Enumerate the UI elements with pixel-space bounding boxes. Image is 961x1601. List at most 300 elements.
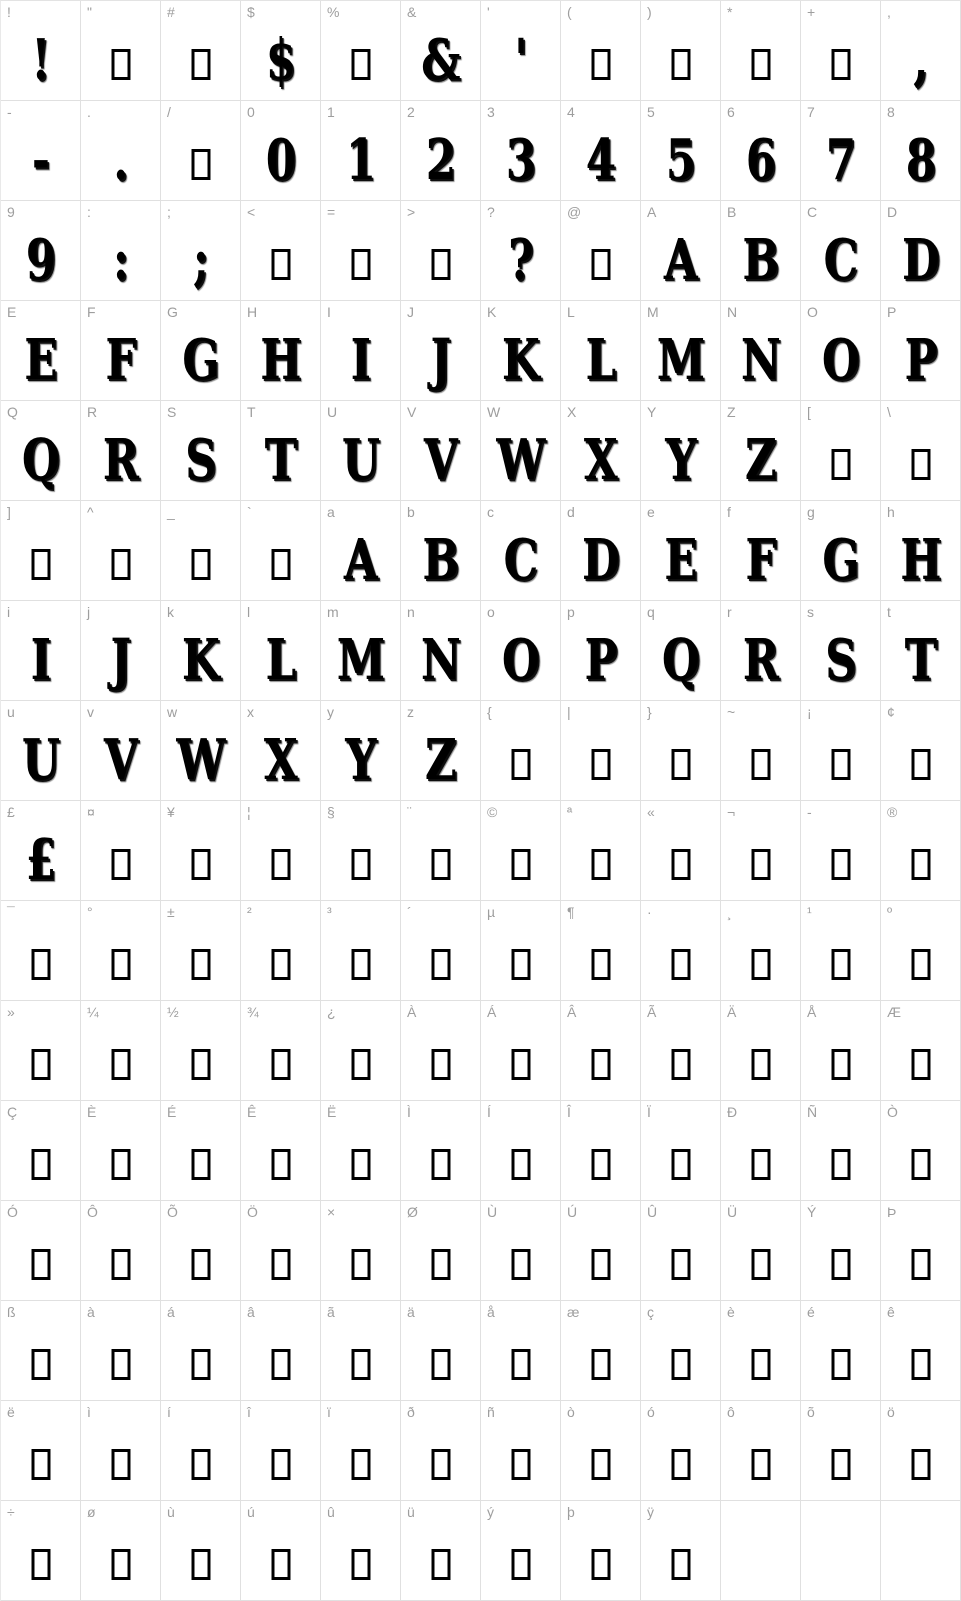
char-label: ( bbox=[567, 4, 572, 20]
char-glyph: S bbox=[185, 427, 216, 493]
char-cell bbox=[881, 1401, 961, 1501]
char-label: ì bbox=[87, 1404, 91, 1420]
missing-glyph-box bbox=[591, 1149, 610, 1180]
missing-glyph-box bbox=[431, 249, 450, 280]
char-glyph: ? bbox=[508, 227, 533, 293]
char-label: ø bbox=[87, 1504, 96, 1520]
char-glyph: E bbox=[664, 527, 697, 593]
char-label: Æ bbox=[887, 1004, 901, 1020]
char-label: x bbox=[247, 704, 254, 720]
char-label: ª bbox=[567, 804, 573, 820]
char-cell bbox=[81, 301, 161, 401]
char-label: , bbox=[887, 4, 891, 20]
char-cell bbox=[721, 1301, 801, 1401]
char-glyph: C bbox=[823, 227, 858, 293]
char-label: Û bbox=[647, 1204, 658, 1220]
char-cell bbox=[161, 301, 241, 401]
char-cell bbox=[321, 1401, 401, 1501]
char-label: # bbox=[167, 4, 175, 20]
missing-glyph-box bbox=[591, 1349, 610, 1380]
char-cell bbox=[1, 401, 81, 501]
missing-glyph-box bbox=[191, 49, 210, 80]
char-label: O bbox=[807, 304, 818, 320]
missing-glyph-box bbox=[591, 249, 610, 280]
missing-glyph-box bbox=[831, 49, 850, 80]
missing-glyph-box bbox=[191, 1349, 210, 1380]
char-label: ù bbox=[167, 1504, 175, 1520]
char-label: N bbox=[727, 304, 738, 320]
char-label: h bbox=[887, 504, 895, 520]
char-cell bbox=[241, 1301, 321, 1401]
char-cell bbox=[401, 301, 481, 401]
empty-cell bbox=[721, 1501, 801, 1601]
char-label: f bbox=[727, 504, 731, 520]
char-cell bbox=[721, 1101, 801, 1201]
missing-glyph-box bbox=[111, 549, 130, 580]
missing-glyph-box bbox=[591, 749, 610, 780]
missing-glyph-box bbox=[751, 849, 770, 880]
char-glyph: 7 bbox=[825, 127, 856, 193]
char-cell bbox=[321, 801, 401, 901]
char-cell bbox=[1, 1, 81, 101]
char-label: © bbox=[487, 804, 498, 820]
char-cell bbox=[401, 101, 481, 201]
char-cell bbox=[161, 201, 241, 301]
char-cell bbox=[641, 301, 721, 401]
char-label: 7 bbox=[807, 104, 815, 120]
char-cell bbox=[1, 1301, 81, 1401]
char-label: 3 bbox=[487, 104, 495, 120]
char-glyph: W bbox=[176, 727, 225, 793]
char-label: ^ bbox=[87, 504, 94, 520]
missing-glyph-box bbox=[591, 849, 610, 880]
char-label: W bbox=[487, 404, 501, 420]
missing-glyph-box bbox=[911, 1149, 930, 1180]
missing-glyph-box bbox=[431, 849, 450, 880]
char-cell bbox=[241, 501, 321, 601]
missing-glyph-box bbox=[831, 1149, 850, 1180]
char-cell bbox=[161, 701, 241, 801]
char-label: à bbox=[87, 1304, 95, 1320]
char-label: o bbox=[487, 604, 495, 620]
char-label: G bbox=[167, 304, 178, 320]
char-cell bbox=[241, 1101, 321, 1201]
char-cell bbox=[1, 1001, 81, 1101]
char-label: ÿ bbox=[647, 1504, 654, 1520]
char-glyph: Z bbox=[744, 427, 777, 493]
char-glyph: 5 bbox=[665, 127, 696, 193]
char-cell bbox=[321, 701, 401, 801]
char-cell bbox=[481, 1401, 561, 1501]
char-glyph: V bbox=[103, 727, 138, 793]
char-label: $ bbox=[247, 4, 255, 20]
char-label: ä bbox=[407, 1304, 415, 1320]
char-cell bbox=[1, 1201, 81, 1301]
char-label: P bbox=[887, 304, 897, 320]
char-label: ë bbox=[7, 1404, 15, 1420]
char-cell bbox=[81, 201, 161, 301]
char-cell bbox=[241, 1201, 321, 1301]
missing-glyph-box bbox=[31, 549, 50, 580]
char-glyph: 8 bbox=[905, 127, 936, 193]
char-glyph: S bbox=[825, 627, 856, 693]
char-glyph: V bbox=[423, 427, 458, 493]
char-cell bbox=[641, 1, 721, 101]
char-cell bbox=[241, 1501, 321, 1601]
char-label: ý bbox=[487, 1504, 494, 1520]
char-label: K bbox=[487, 304, 497, 320]
char-cell bbox=[561, 501, 641, 601]
char-cell bbox=[561, 1101, 641, 1201]
missing-glyph-box bbox=[191, 849, 210, 880]
char-cell bbox=[561, 301, 641, 401]
char-glyph: G bbox=[182, 327, 219, 393]
char-cell bbox=[881, 1101, 961, 1201]
char-cell bbox=[641, 601, 721, 701]
char-label: c bbox=[487, 504, 494, 520]
char-cell bbox=[801, 901, 881, 1001]
char-cell bbox=[881, 301, 961, 401]
missing-glyph-box bbox=[271, 1049, 290, 1080]
char-cell bbox=[561, 701, 641, 801]
char-label: 8 bbox=[887, 104, 895, 120]
char-glyph: I bbox=[30, 627, 51, 693]
missing-glyph-box bbox=[591, 1249, 610, 1280]
char-label: ½ bbox=[167, 1004, 179, 1020]
missing-glyph-box bbox=[191, 1249, 210, 1280]
char-label: ? bbox=[487, 204, 495, 220]
missing-glyph-box bbox=[31, 1449, 50, 1480]
missing-glyph-box bbox=[271, 1449, 290, 1480]
char-label: F bbox=[87, 304, 96, 320]
char-cell bbox=[81, 601, 161, 701]
char-cell bbox=[641, 401, 721, 501]
missing-glyph-box bbox=[111, 1449, 130, 1480]
char-cell bbox=[481, 1001, 561, 1101]
missing-glyph-box bbox=[511, 1249, 530, 1280]
char-label: e bbox=[647, 504, 655, 520]
char-label: | bbox=[567, 704, 571, 720]
char-cell bbox=[161, 1501, 241, 1601]
empty-cell bbox=[801, 1501, 881, 1601]
char-cell bbox=[481, 1101, 561, 1201]
char-cell bbox=[1, 601, 81, 701]
char-cell bbox=[81, 1201, 161, 1301]
char-cell bbox=[241, 1, 321, 101]
char-cell bbox=[81, 701, 161, 801]
char-cell bbox=[561, 1501, 641, 1601]
char-glyph: - bbox=[31, 127, 50, 193]
char-glyph: G bbox=[822, 527, 859, 593]
missing-glyph-box bbox=[831, 1449, 850, 1480]
missing-glyph-box bbox=[111, 1549, 130, 1580]
missing-glyph-box bbox=[671, 749, 690, 780]
missing-glyph-box bbox=[191, 1049, 210, 1080]
char-label: × bbox=[327, 1204, 336, 1220]
char-glyph: I bbox=[350, 327, 371, 393]
char-cell bbox=[561, 901, 641, 1001]
missing-glyph-box bbox=[671, 1549, 690, 1580]
char-label: 6 bbox=[727, 104, 735, 120]
char-label: l bbox=[247, 604, 251, 620]
char-label: Y bbox=[647, 404, 657, 420]
char-label: Î bbox=[567, 1104, 571, 1120]
missing-glyph-box bbox=[351, 849, 370, 880]
char-label: ] bbox=[7, 504, 11, 520]
char-cell bbox=[881, 1201, 961, 1301]
char-label: Þ bbox=[887, 1204, 897, 1220]
char-cell bbox=[481, 101, 561, 201]
char-label: y bbox=[327, 704, 334, 720]
char-label: U bbox=[327, 404, 338, 420]
char-glyph: Y bbox=[665, 427, 696, 493]
char-cell bbox=[401, 1501, 481, 1601]
char-glyph: 3 bbox=[505, 127, 536, 193]
char-glyph: Z bbox=[424, 727, 457, 793]
char-cell bbox=[721, 1401, 801, 1501]
char-cell bbox=[561, 1, 641, 101]
char-glyph: R bbox=[742, 627, 779, 693]
missing-glyph-box bbox=[271, 1249, 290, 1280]
char-cell bbox=[161, 801, 241, 901]
char-label: g bbox=[807, 504, 815, 520]
char-cell bbox=[881, 501, 961, 601]
char-glyph: A bbox=[343, 527, 378, 593]
char-label: å bbox=[487, 1304, 495, 1320]
char-cell bbox=[721, 301, 801, 401]
missing-glyph-box bbox=[111, 849, 130, 880]
char-cell bbox=[81, 1501, 161, 1601]
missing-glyph-box bbox=[111, 49, 130, 80]
char-label: 0 bbox=[247, 104, 255, 120]
char-label: ò bbox=[567, 1404, 575, 1420]
char-cell bbox=[801, 1101, 881, 1201]
missing-glyph-box bbox=[751, 1149, 770, 1180]
char-cell bbox=[241, 801, 321, 901]
char-label: & bbox=[407, 4, 417, 20]
char-label: A bbox=[647, 204, 657, 220]
char-label: Ü bbox=[727, 1204, 738, 1220]
missing-glyph-box bbox=[271, 949, 290, 980]
char-glyph: M bbox=[336, 627, 385, 693]
char-glyph: X bbox=[263, 727, 298, 793]
char-glyph: 1 bbox=[345, 127, 376, 193]
missing-glyph-box bbox=[431, 1049, 450, 1080]
char-cell bbox=[721, 701, 801, 801]
missing-glyph-box bbox=[831, 1049, 850, 1080]
missing-glyph-box bbox=[431, 1449, 450, 1480]
char-cell bbox=[481, 901, 561, 1001]
char-label: H bbox=[247, 304, 258, 320]
char-label: Ë bbox=[327, 1104, 337, 1120]
char-label: µ bbox=[487, 904, 496, 920]
char-cell bbox=[321, 501, 401, 601]
char-cell bbox=[241, 901, 321, 1001]
char-label: Ý bbox=[807, 1204, 817, 1220]
char-label: t bbox=[887, 604, 891, 620]
char-cell bbox=[401, 601, 481, 701]
missing-glyph-box bbox=[751, 1449, 770, 1480]
char-cell bbox=[241, 101, 321, 201]
missing-glyph-box bbox=[271, 1149, 290, 1180]
char-cell bbox=[561, 1401, 641, 1501]
missing-glyph-box bbox=[431, 1149, 450, 1180]
char-cell bbox=[161, 1201, 241, 1301]
char-glyph: X bbox=[583, 427, 618, 493]
char-label: ç bbox=[647, 1304, 654, 1320]
missing-glyph-box bbox=[911, 749, 930, 780]
missing-glyph-box bbox=[511, 1349, 530, 1380]
char-label: Â bbox=[567, 1004, 577, 1020]
missing-glyph-box bbox=[911, 1449, 930, 1480]
missing-glyph-box bbox=[831, 749, 850, 780]
missing-glyph-box bbox=[31, 949, 50, 980]
char-label: ¾ bbox=[247, 1004, 259, 1020]
char-cell bbox=[641, 701, 721, 801]
char-label: ¡ bbox=[807, 704, 812, 720]
char-cell bbox=[561, 1301, 641, 1401]
missing-glyph-box bbox=[191, 149, 210, 180]
char-cell bbox=[801, 801, 881, 901]
char-cell bbox=[401, 801, 481, 901]
char-glyph: D bbox=[581, 527, 620, 593]
char-cell bbox=[801, 601, 881, 701]
missing-glyph-box bbox=[671, 1249, 690, 1280]
char-label: ~ bbox=[727, 704, 736, 720]
char-label: b bbox=[407, 504, 415, 520]
char-cell bbox=[321, 301, 401, 401]
missing-glyph-box bbox=[351, 1149, 370, 1180]
char-label: ³ bbox=[327, 904, 332, 920]
char-cell bbox=[321, 1001, 401, 1101]
char-cell bbox=[81, 1101, 161, 1201]
char-cell bbox=[481, 1301, 561, 1401]
char-glyph: D bbox=[901, 227, 940, 293]
char-label: L bbox=[567, 304, 575, 320]
char-glyph: K bbox=[181, 627, 220, 693]
char-label: ï bbox=[327, 1404, 331, 1420]
char-cell bbox=[801, 1201, 881, 1301]
char-label: ° bbox=[87, 904, 93, 920]
char-cell bbox=[401, 1, 481, 101]
char-cell bbox=[561, 101, 641, 201]
char-cell bbox=[161, 601, 241, 701]
missing-glyph-box bbox=[351, 49, 370, 80]
char-cell bbox=[1, 1401, 81, 1501]
char-cell bbox=[161, 101, 241, 201]
char-label: Å bbox=[807, 1004, 817, 1020]
char-label: £ bbox=[7, 804, 15, 820]
missing-glyph-box bbox=[511, 949, 530, 980]
char-cell bbox=[161, 1401, 241, 1501]
missing-glyph-box bbox=[751, 1049, 770, 1080]
char-cell bbox=[81, 401, 161, 501]
char-cell bbox=[721, 101, 801, 201]
char-glyph: Q bbox=[21, 427, 60, 493]
missing-glyph-box bbox=[271, 1549, 290, 1580]
char-cell bbox=[401, 1201, 481, 1301]
char-glyph: O bbox=[501, 627, 540, 693]
char-label: á bbox=[167, 1304, 175, 1320]
char-label: ß bbox=[7, 1304, 16, 1320]
char-cell bbox=[321, 1101, 401, 1201]
char-label: i bbox=[7, 604, 11, 620]
char-cell bbox=[801, 1301, 881, 1401]
char-cell bbox=[721, 1001, 801, 1101]
char-label: ô bbox=[727, 1404, 735, 1420]
char-label: : bbox=[87, 204, 91, 220]
missing-glyph-box bbox=[511, 1049, 530, 1080]
missing-glyph-box bbox=[111, 1149, 130, 1180]
char-label: é bbox=[807, 1304, 815, 1320]
char-cell bbox=[81, 501, 161, 601]
missing-glyph-box bbox=[911, 449, 930, 480]
char-cell bbox=[161, 1101, 241, 1201]
char-cell bbox=[881, 1301, 961, 1401]
char-glyph: O bbox=[821, 327, 860, 393]
char-label: D bbox=[887, 204, 898, 220]
char-label: w bbox=[167, 704, 178, 720]
char-label: ® bbox=[887, 804, 898, 820]
missing-glyph-box bbox=[31, 1249, 50, 1280]
char-cell bbox=[641, 101, 721, 201]
missing-glyph-box bbox=[751, 1249, 770, 1280]
char-glyph: R bbox=[102, 427, 139, 493]
char-label: À bbox=[407, 1004, 417, 1020]
char-cell bbox=[321, 401, 401, 501]
char-cell bbox=[641, 501, 721, 601]
char-cell bbox=[1, 101, 81, 201]
char-label: ´ bbox=[407, 904, 412, 920]
missing-glyph-box bbox=[271, 849, 290, 880]
char-label: < bbox=[247, 204, 256, 220]
char-cell bbox=[401, 501, 481, 601]
char-label: º bbox=[887, 904, 893, 920]
char-cell bbox=[241, 201, 321, 301]
char-label: ¸ bbox=[727, 904, 732, 920]
char-cell bbox=[161, 401, 241, 501]
char-cell bbox=[81, 1, 161, 101]
char-cell bbox=[721, 1, 801, 101]
char-label: C bbox=[807, 204, 818, 220]
char-cell bbox=[401, 201, 481, 301]
char-cell bbox=[161, 1, 241, 101]
char-cell bbox=[721, 801, 801, 901]
char-label: ¤ bbox=[87, 804, 95, 820]
char-cell bbox=[321, 1201, 401, 1301]
char-label: ¥ bbox=[167, 804, 175, 820]
char-label: û bbox=[327, 1504, 335, 1520]
char-label: d bbox=[567, 504, 575, 520]
char-cell bbox=[481, 401, 561, 501]
missing-glyph-box bbox=[831, 449, 850, 480]
char-glyph: B bbox=[742, 227, 779, 293]
char-cell bbox=[561, 801, 641, 901]
char-cell bbox=[641, 1101, 721, 1201]
char-glyph: E bbox=[24, 327, 57, 393]
char-glyph: A bbox=[663, 227, 698, 293]
char-label: ² bbox=[247, 904, 252, 920]
char-cell bbox=[401, 901, 481, 1001]
char-label: ¶ bbox=[567, 904, 575, 920]
char-cell bbox=[241, 601, 321, 701]
char-glyph: 6 bbox=[745, 127, 776, 193]
char-label: a bbox=[327, 504, 335, 520]
missing-glyph-box bbox=[591, 49, 610, 80]
char-cell bbox=[801, 401, 881, 501]
char-glyph: ! bbox=[31, 27, 50, 93]
char-cell bbox=[161, 1001, 241, 1101]
